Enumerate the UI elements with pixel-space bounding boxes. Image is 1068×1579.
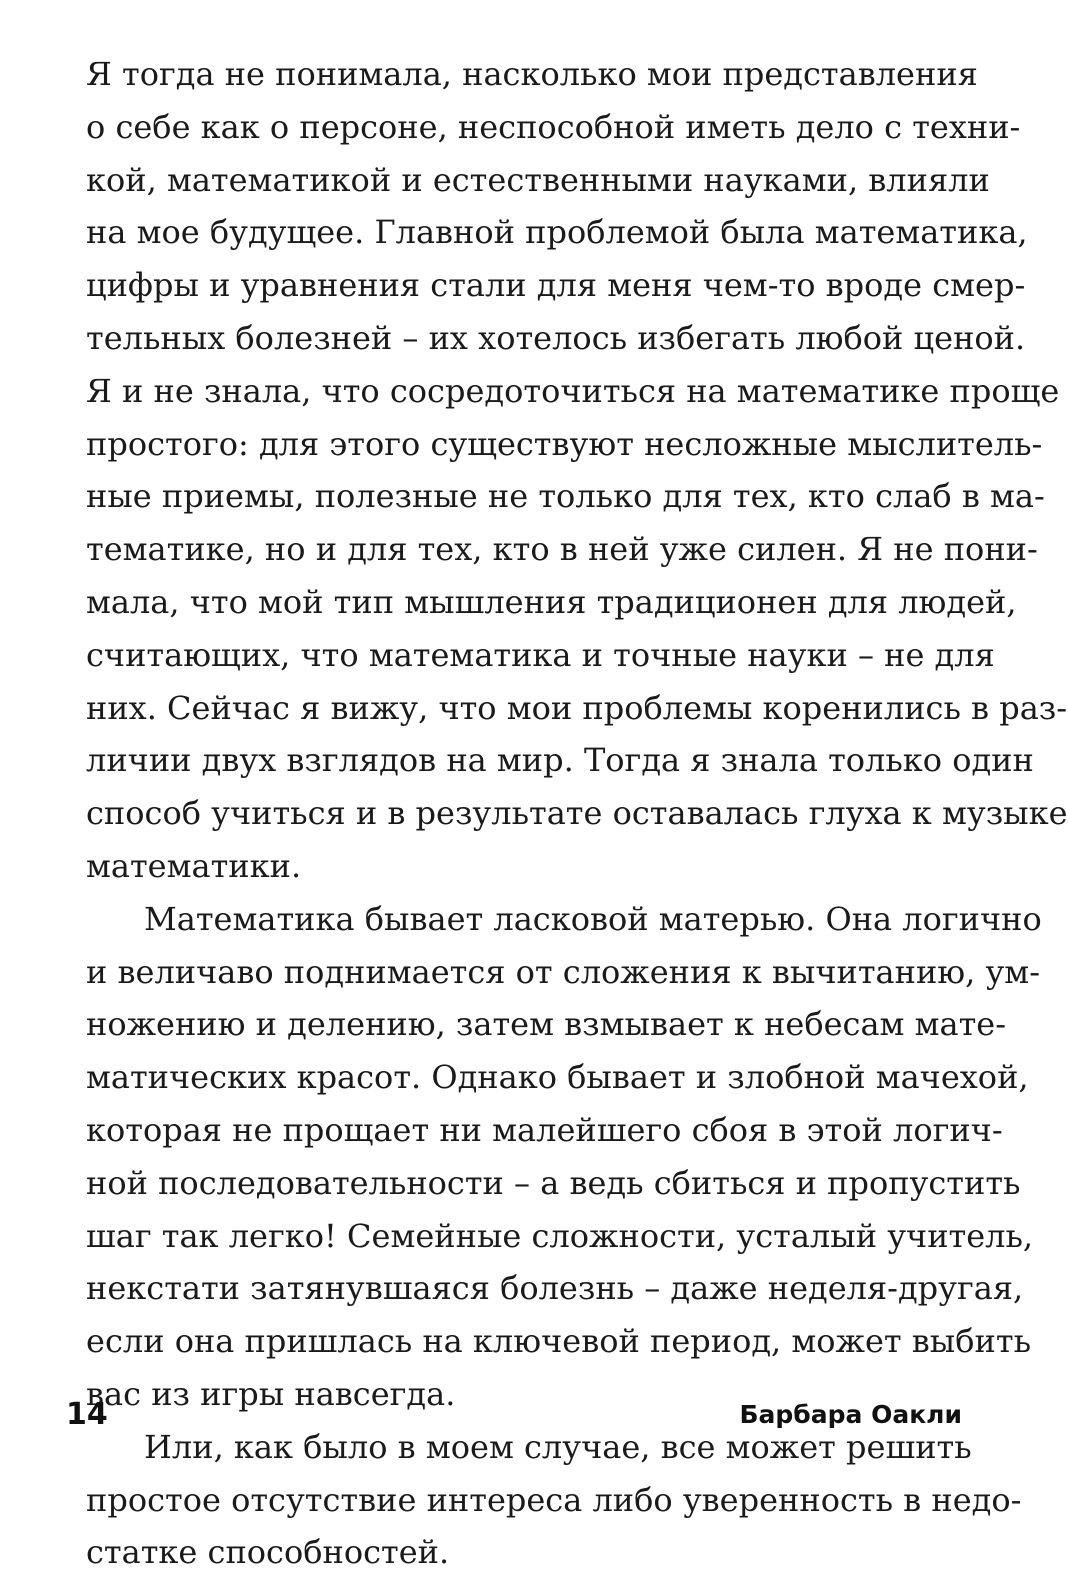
paragraph-3: [86, 1421, 1022, 1579]
text-line: Я тогда не понимала, насколько мои представления: [86, 55, 978, 93]
text-line: шаг так легко! Семейные сложности, усталый учитель,: [86, 1216, 1034, 1255]
text-line: тематике, но и для тех, кто в ней уже силен. Я не пони-: [86, 530, 1038, 569]
text-line: способ учиться и в результате оставалась глуха к музыке: [86, 794, 1068, 833]
text-line: мала, что мой тип мышления традиционен для людей,: [86, 582, 1017, 621]
text-line: на мое будущее. Главной проблемой была математика,: [86, 213, 1028, 252]
text-line: о себе как о персоне, неспособной иметь дело с техни-: [86, 107, 1021, 146]
text-line: если она пришлась на ключевой период, может выбить: [86, 1322, 1031, 1361]
text-line: и величаво поднимается от сложения к вычитанию, ум-: [86, 952, 1040, 991]
text-line: вас из игры навсегда.: [86, 1374, 456, 1413]
text-line: простое отсутствие интереса либо уверенность в недо-: [86, 1480, 1022, 1519]
text-line: считающих, что математика и точные науки – не для: [86, 635, 995, 674]
paragraph-2: [86, 893, 1042, 1421]
text-line: цифры и уравнения стали для меня чем-то вроде смер-: [86, 266, 1026, 305]
text-line: некстати затянувшаяся болезнь – даже неделя-другая,: [86, 1269, 1024, 1308]
text-line: тельных болезней – их хотелось избегать любой ценой.: [86, 318, 1026, 357]
paragraph-1: [86, 48, 1068, 893]
text-line: математики.: [86, 846, 302, 885]
body-text: [86, 48, 1068, 1579]
text-line: ные приемы, полезные не только для тех, кто слаб в ма-: [86, 477, 1045, 516]
text-line: них. Сейчас я вижу, что мои проблемы коренились в раз-: [86, 688, 1068, 727]
page-footer: [66, 1395, 962, 1435]
text-line: матических красот. Однако бывает и злобной мачехой,: [86, 1058, 1029, 1097]
text-line: Математика бывает ласковой матерью. Она логично: [144, 899, 1042, 938]
text-line: статке способностей.: [86, 1533, 450, 1572]
text-line: личии двух взглядов на мир. Тогда я знала только один: [86, 741, 1034, 780]
text-line: ной последовательности – а ведь сбиться и пропустить: [86, 1163, 1021, 1202]
running-footer-author: Барбара Оакли: [739, 1400, 962, 1429]
text-line: кой, математикой и естественными науками, влияли: [86, 160, 990, 199]
text-line: ножению и делению, затем взмывает к небесам мате-: [86, 1005, 1007, 1044]
text-line: простого: для этого существуют несложные мыслитель-: [86, 424, 1043, 463]
text-line: Я и не знала, что сосредоточиться на математике проще: [86, 371, 1060, 410]
text-line: Или, как было в моем случае, все может решить: [144, 1427, 972, 1466]
page-number: 14: [66, 1397, 108, 1432]
text-line: которая не прощает ни малейшего сбоя в этой логич-: [86, 1110, 1003, 1149]
